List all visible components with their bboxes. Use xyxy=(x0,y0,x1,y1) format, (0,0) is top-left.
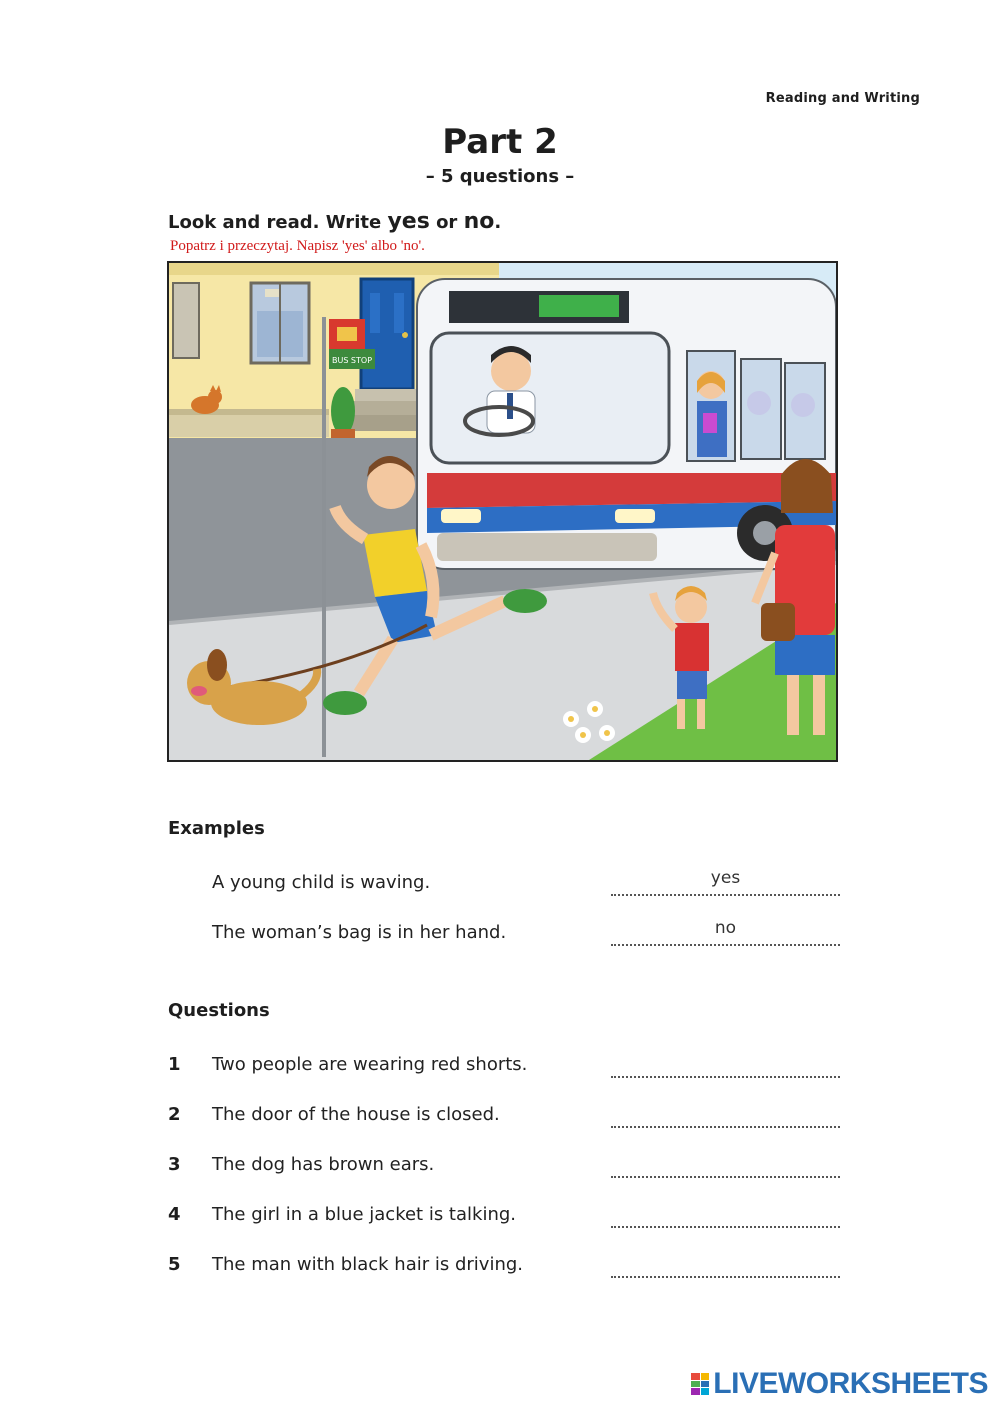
question-number: 5 xyxy=(168,1254,181,1275)
question-row xyxy=(168,1052,840,1082)
girl-passenger xyxy=(697,371,727,457)
instruction-english xyxy=(168,209,501,234)
question-text: The dog has brown ears. xyxy=(212,1154,435,1175)
question-row xyxy=(168,1152,840,1182)
example-text: A young child is waving. xyxy=(212,872,431,893)
instruction-or: or xyxy=(429,212,464,233)
question-number: 1 xyxy=(168,1054,181,1075)
question-row xyxy=(168,1252,840,1282)
example-answer xyxy=(611,920,840,946)
question-text: The man with black hair is driving. xyxy=(212,1254,524,1275)
answer-field-3[interactable] xyxy=(611,1152,840,1178)
liveworksheets-watermark xyxy=(691,1367,988,1401)
example-answer xyxy=(611,870,840,896)
examples-heading: Examples xyxy=(168,818,265,839)
section-label: Reading and Writing xyxy=(765,91,920,106)
questions-heading: Questions xyxy=(168,1000,270,1021)
liveworksheets-logo-icon xyxy=(691,1373,709,1395)
example-answer-text: no xyxy=(714,918,737,938)
example-answer-text: yes xyxy=(710,868,741,888)
page-subtitle: – 5 questions – xyxy=(425,166,575,187)
question-row xyxy=(168,1202,840,1232)
instruction-period: . xyxy=(494,212,502,233)
answer-field-2[interactable] xyxy=(611,1102,840,1128)
answer-field-4[interactable] xyxy=(611,1202,840,1228)
scene-illustration xyxy=(167,261,838,762)
scene-svg xyxy=(169,263,836,760)
instruction-yes: yes xyxy=(387,209,430,234)
instruction-polish: Popatrz i przeczytaj. Napisz 'yes' albo 'no'. xyxy=(170,238,425,254)
example-row xyxy=(168,920,840,950)
question-number: 4 xyxy=(168,1204,181,1225)
question-text: The door of the house is closed. xyxy=(212,1104,500,1125)
question-text: Two people are wearing red shorts. xyxy=(212,1054,528,1075)
bus xyxy=(417,279,836,569)
question-text: The girl in a blue jacket is talking. xyxy=(212,1204,516,1225)
bus-stop-sign-text: BUS STOP xyxy=(331,356,373,365)
example-text: The woman’s bag is in her hand. xyxy=(212,922,507,943)
answer-field-5[interactable] xyxy=(611,1252,840,1278)
question-number: 2 xyxy=(168,1104,181,1125)
answer-field-1[interactable] xyxy=(611,1052,840,1078)
example-row xyxy=(168,870,840,900)
watermark-text: LIVEWORKSHEETS xyxy=(713,1367,988,1400)
instruction-no: no xyxy=(463,209,495,234)
page-title: Part 2 xyxy=(442,122,558,162)
instruction-lead: Look and read. Write xyxy=(168,212,388,233)
question-row xyxy=(168,1102,840,1132)
question-number: 3 xyxy=(168,1154,181,1175)
